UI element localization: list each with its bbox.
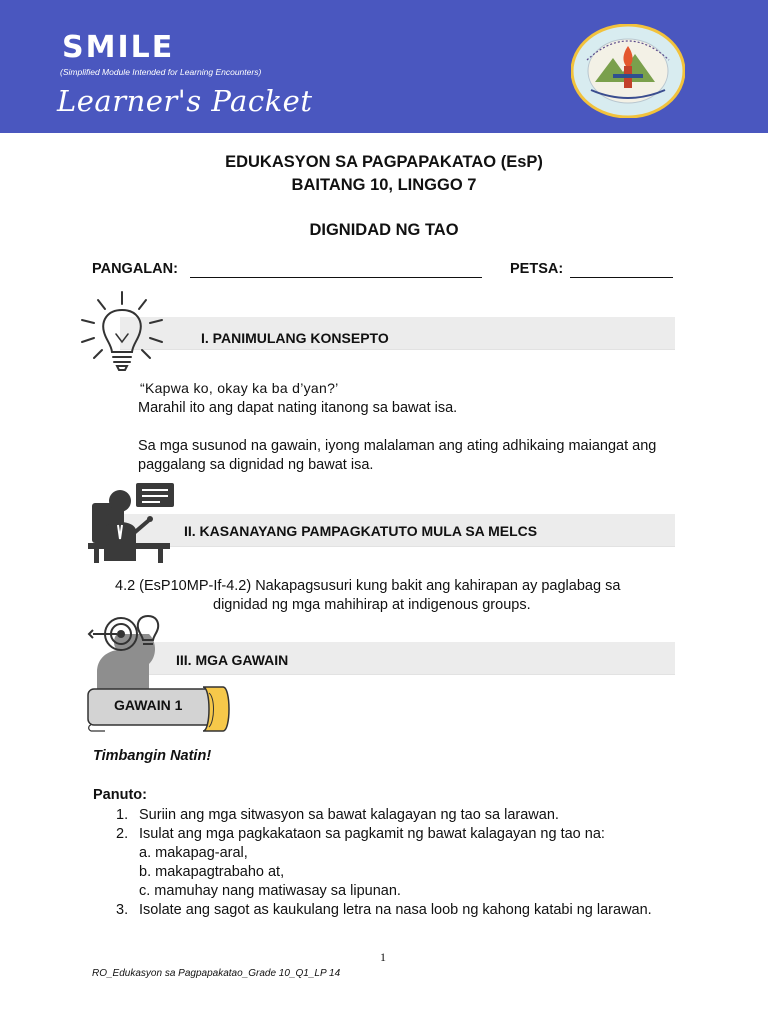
topic-title: DIGNIDAD NG TAO bbox=[309, 221, 459, 239]
step-text: Isolate ang sagot as kaukulang letra na nasa loob ng kahong katabi ng larawan. bbox=[139, 902, 652, 918]
brand-title: SMILE bbox=[62, 30, 175, 65]
competency-text-line-1: 4.2 (EsP10MP-If-4.2) Nakapagsusuri kung bakit ang kahirapan ay paglabag sa bbox=[115, 578, 621, 594]
date-blank-line[interactable] bbox=[570, 277, 673, 278]
grade-week-title: BAITANG 10, LINGGO 7 bbox=[291, 176, 477, 194]
footer-code: RO_Edukasyon sa Pagpapakatao_Grade 10_Q1_LP 14 bbox=[92, 968, 341, 979]
instruction-step bbox=[93, 825, 652, 844]
packet-title: Learner's Packet bbox=[57, 84, 313, 118]
instruction-subitem: c. mamuhay nang matiwasay sa lipunan. bbox=[139, 883, 401, 899]
intro-paragraph-1: Marahil ito ang dapat nating itanong sa bawat isa. bbox=[138, 400, 458, 416]
lightbulb-icon bbox=[76, 290, 168, 372]
instruction-subitem: b. makapagtrabaho at, bbox=[139, 864, 285, 880]
instructions-label: Panuto: bbox=[93, 787, 147, 803]
section-title-panimulang-konsepto: I. PANIMULANG KONSEPTO bbox=[201, 330, 389, 346]
name-label: PANGALAN: bbox=[92, 261, 178, 277]
instruction-list bbox=[93, 806, 652, 920]
step-text: Suriin ang mga sitwasyon sa bawat kalagayan ng tao sa larawan. bbox=[139, 807, 559, 823]
instruction-step bbox=[93, 806, 652, 825]
step-text: Isulat ang mga pagkakataon sa pagkamit ng bawat kalagayan ng tao na: bbox=[139, 826, 605, 842]
opening-quote: “Kapwa ko, okay ka ba d’yan?’ bbox=[140, 380, 339, 396]
name-blank-line[interactable] bbox=[190, 277, 482, 278]
gawain-label: GAWAIN 1 bbox=[114, 697, 183, 713]
activity-title: Timbangin Natin! bbox=[93, 748, 212, 764]
step-number: 3. bbox=[116, 902, 129, 918]
step-number: 1. bbox=[116, 807, 129, 823]
subject-title: EDUKASYON SA PAGPAPAKATAO (EsP) bbox=[225, 153, 543, 171]
intro-paragraph-2: Sa mga susunod na gawain, iyong malalaman ang ating adhikaing maiangat ang paggalang sa dignidad ng bawat isa. bbox=[138, 438, 657, 473]
teacher-presentation-icon bbox=[86, 481, 178, 563]
step-number: 2. bbox=[116, 826, 129, 842]
target-idea-icon bbox=[87, 608, 175, 690]
brand-expansion: (Simplified Module Intended for Learning Encounters) bbox=[60, 67, 262, 77]
deped-seal-logo bbox=[571, 24, 685, 118]
instruction-step bbox=[93, 901, 652, 920]
page-number: 1 bbox=[380, 950, 386, 964]
instruction-subitem: a. makapag-aral, bbox=[139, 845, 248, 861]
section-title-mga-gawain: III. MGA GAWAIN bbox=[176, 652, 289, 668]
header-banner bbox=[0, 0, 768, 133]
date-label: PETSA: bbox=[510, 261, 564, 277]
section-title-kasanayang-pampagkatuto: II. KASANAYANG PAMPAGKATUTO MULA SA MELCS bbox=[184, 523, 538, 539]
competency-text-line-2: dignidad ng mga mahihirap at indigenous groups. bbox=[213, 597, 531, 613]
